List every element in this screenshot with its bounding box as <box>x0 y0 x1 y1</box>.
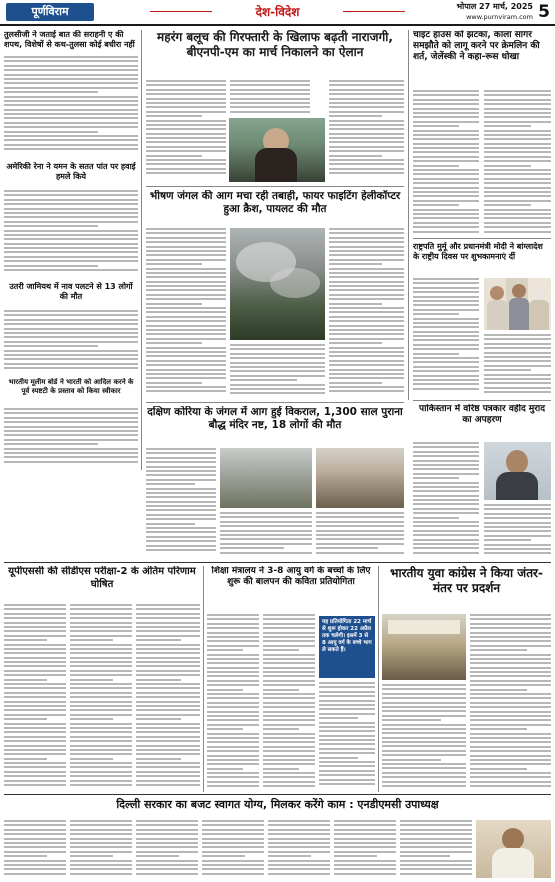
article-body <box>329 80 404 180</box>
article-body <box>136 604 200 790</box>
figure-shape <box>529 300 549 330</box>
story-boat[interactable] <box>4 282 138 308</box>
protester-photo <box>229 118 325 182</box>
section-rule <box>4 562 551 563</box>
figure-shape <box>496 472 538 500</box>
article-body <box>484 334 551 396</box>
article-body <box>207 614 259 790</box>
page-number: 5 <box>538 2 550 22</box>
section-rule <box>4 794 551 795</box>
article-body <box>400 820 472 880</box>
article-body <box>268 820 330 880</box>
figure-shape <box>487 300 507 330</box>
forest-fire-photo <box>230 228 325 340</box>
banner-shape <box>388 620 460 634</box>
face-shape <box>506 450 528 474</box>
korea-fire-photo-2 <box>316 448 404 508</box>
headline: दिल्ली सरकार का बजट स्वागत योग्य, मिलकर करेंगे काम : एनडीएमसी उपाध्यक्ष <box>116 798 439 811</box>
article-body <box>484 504 551 558</box>
story-murmu-modi[interactable] <box>413 242 551 276</box>
article-body <box>4 190 138 276</box>
story-youth-congress[interactable] <box>382 566 551 610</box>
headline: राष्ट्रपति मुर्मू और प्रधानमंत्री मोदी ने बांग्लादेश के राष्ट्रीय दिवस पर शुभकामनाएं दीं <box>413 242 543 261</box>
article-body <box>146 80 226 180</box>
korea-fire-photo-1 <box>220 448 312 508</box>
column-rule <box>141 30 142 470</box>
protest-photo <box>382 614 466 680</box>
figure-shape <box>255 148 297 182</box>
article-body <box>316 512 404 558</box>
face-shape <box>502 828 524 850</box>
article-body <box>70 820 132 880</box>
article-body <box>263 614 315 790</box>
section-rule-left <box>150 11 212 12</box>
dateline <box>457 2 533 22</box>
headline: शिक्षा मंत्रालय ने 3-8 आयु वर्ग के बच्चों के लिए शुरू की बालपन की कविता प्रतियोगिता <box>211 566 371 587</box>
article-body <box>413 442 479 558</box>
article-body <box>202 820 264 880</box>
story-education-ministry[interactable] <box>207 566 375 610</box>
headline: अमेरिकी रेना ने यमन के सतत पांत पर हवाई हमले किये <box>6 162 136 181</box>
article-body <box>4 56 138 156</box>
article-body <box>4 820 66 880</box>
website-link[interactable]: www.purnviram.com <box>466 13 533 21</box>
highlight-text: यह प्रतियोगिता 22 मार्च से शुरू होकर 22 अप्रैल तक चलेगी। इसमें 3 से 8 आयु वर्ग के बच्चे भाग ले सकते हैं। <box>322 619 372 653</box>
story-rule <box>146 402 404 403</box>
article-body <box>230 80 310 116</box>
section-rule-right <box>343 11 405 12</box>
story-rule <box>413 400 551 401</box>
headline: दक्षिण कोरिया के जंगल में आग हुई विकराल, 1,300 साल पुराना बौद्ध मंदिर नष्ट, 18 लोगों की मौत <box>147 406 403 431</box>
headline: महरंग बलूच की गिरफ्तारी के खिलाफ बढ़ती नाराजगी, बीएनपी-एम का मार्च निकालने का ऐलान <box>157 30 393 59</box>
article-body <box>4 604 66 790</box>
article-body <box>4 408 138 468</box>
article-body <box>146 228 226 398</box>
story-rule <box>413 238 551 239</box>
article-body <box>329 228 404 398</box>
article-body <box>146 448 216 558</box>
figure-shape <box>492 848 534 878</box>
issue-date: भोपाल 27 मार्च, 2025 <box>456 2 533 11</box>
story-muslim-board[interactable] <box>4 378 138 406</box>
headline: भारतीय युवा कांग्रेस ने किया जंतर-मंतर पर प्रदर्शन <box>390 566 543 595</box>
journalist-photo <box>484 442 551 500</box>
story-delhi-budget[interactable] <box>4 797 551 815</box>
headline: भीषण जंगल की आग मचा रही तबाही, फायर फाइटिंग हेलीकॉप्टर हुआ क्रैश, पायलट की मौत <box>149 190 401 215</box>
masthead <box>0 0 555 26</box>
newspaper-logo: पूर्णविराम <box>6 3 94 21</box>
story-forest-fire[interactable] <box>146 190 404 224</box>
face-shape <box>490 286 504 300</box>
story-black-sea-deal[interactable] <box>413 30 551 88</box>
article-body <box>470 614 551 790</box>
story-upsc-cds[interactable] <box>4 566 200 600</box>
headline: भारतीय मूलीम बोर्ड ने भारती को आदिल करने के पूर्व स्पष्टटी के प्रस्ताव को किया स्वीकार <box>8 378 134 395</box>
story-rule <box>146 186 404 187</box>
article-body <box>413 278 479 396</box>
story-us-yemen[interactable] <box>4 162 138 188</box>
article-body <box>136 820 198 880</box>
article-body <box>413 90 479 236</box>
story-korea-fire[interactable] <box>146 406 404 442</box>
article-body <box>382 684 466 790</box>
column-rule <box>408 30 409 400</box>
article-body <box>220 512 312 558</box>
headline: उतरी जामियथ में नाव पलटने से 13 लोगों की मौत <box>9 282 133 301</box>
article-body <box>319 682 375 790</box>
section-title: देश-विदेश <box>255 5 300 19</box>
headline: यूपीएससी की सीडीएस परीक्षा-2 के अंतिम परिणाम घोषित <box>8 566 196 590</box>
story-pakistan-journalist[interactable] <box>413 404 551 438</box>
face-shape <box>532 286 546 300</box>
article-body <box>230 344 325 398</box>
highlight-box <box>319 616 375 678</box>
headline: तुलसीजी ने जताई बात की सराहनी ए की शपथ, विशेषों से कथ-तुलसा कोई बधीरा नहीं <box>4 30 135 49</box>
vice-chairman-photo <box>476 820 551 878</box>
article-body <box>70 604 132 790</box>
headline: चाइट हाउस को झटका, काला सागर समझौते को लागू करने पर क्रेमलिन की शर्त, जेलेंस्की ने कहा-रूस धोखा <box>413 30 540 62</box>
figure-shape <box>509 298 529 330</box>
column-rule <box>203 566 204 792</box>
story-mahrang-baloch[interactable] <box>146 30 404 76</box>
leaders-photo <box>484 278 551 330</box>
article-body <box>334 820 396 880</box>
face-shape <box>512 284 526 298</box>
smoke-shape <box>270 268 320 298</box>
article-body <box>484 90 551 236</box>
column-rule <box>378 566 379 792</box>
article-body <box>4 310 138 372</box>
headline: पाकिस्तान में वरिष्ठ पत्रकार वहीद मुराद का अपहरण <box>418 404 546 425</box>
